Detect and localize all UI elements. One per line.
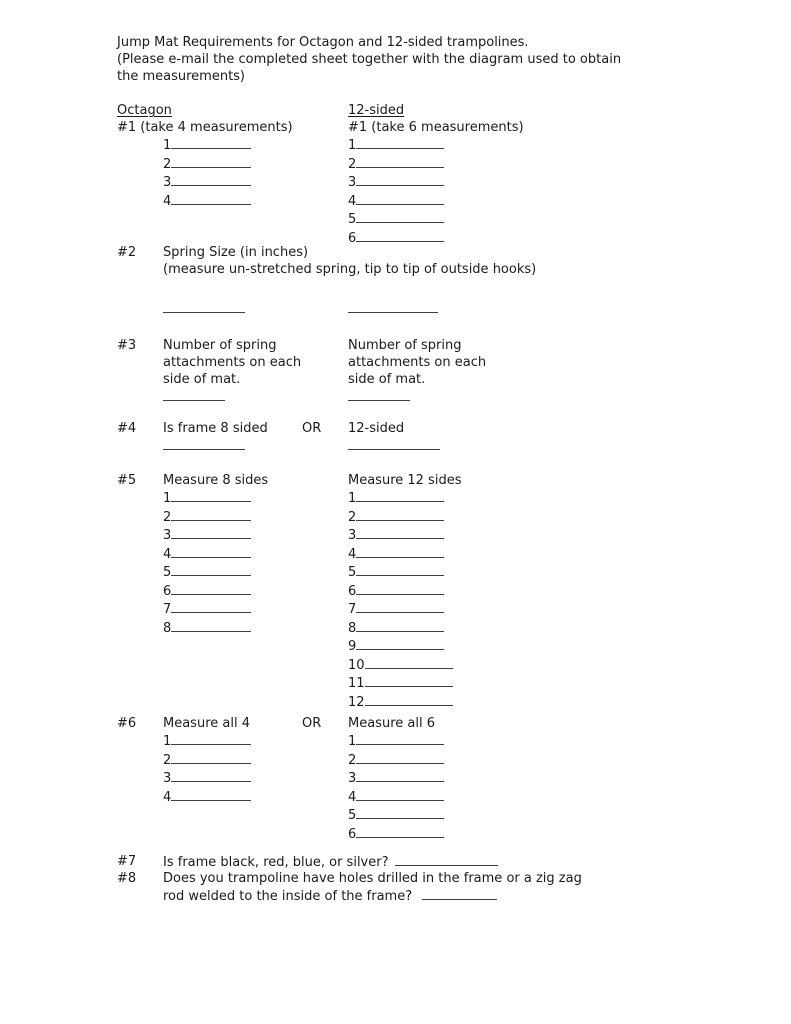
s5-labels-row bbox=[117, 472, 771, 489]
item-number: 7 bbox=[163, 602, 172, 617]
item-number: 9 bbox=[348, 639, 357, 654]
section-8 bbox=[117, 870, 771, 905]
section-6 bbox=[117, 715, 771, 843]
item-number: 4 bbox=[348, 546, 357, 562]
s7-question-line bbox=[163, 853, 771, 871]
s4-right-answer bbox=[348, 437, 771, 455]
item-number: 2 bbox=[163, 752, 172, 768]
measurement-blank-row bbox=[163, 769, 348, 788]
measurement-blank-row bbox=[348, 751, 771, 770]
blank-line bbox=[365, 656, 453, 669]
blank-line bbox=[356, 751, 444, 764]
measurement-blank-row bbox=[163, 788, 348, 807]
blank-line bbox=[171, 192, 251, 205]
measurement-blank-row bbox=[348, 508, 771, 527]
s4-blank-spacer bbox=[117, 437, 163, 455]
item-number: 4 bbox=[163, 789, 172, 805]
blank-line bbox=[171, 751, 251, 764]
item-number: 6 bbox=[163, 583, 172, 599]
s4-left-answer bbox=[163, 437, 302, 455]
column-headers-row bbox=[117, 102, 771, 119]
blank-line bbox=[356, 582, 444, 595]
measurement-blank-row bbox=[348, 656, 771, 675]
s8-number-spacer bbox=[117, 887, 163, 905]
measurement-blank-row bbox=[348, 674, 771, 693]
title-line-1: Jump Mat Requirements for Octagon and 12-sided trampolines. bbox=[117, 35, 529, 50]
blank-line bbox=[356, 788, 444, 801]
item-number: 5 bbox=[348, 212, 357, 227]
item-number: 7 bbox=[348, 602, 357, 617]
s6-right-label: Measure all 6 bbox=[348, 716, 435, 731]
measurement-blank-row bbox=[348, 582, 771, 601]
s5-left-blank-list bbox=[163, 489, 348, 711]
blank-line bbox=[356, 210, 444, 223]
s3-left-line-1: Number of spring bbox=[163, 338, 277, 353]
item-number: 3 bbox=[163, 175, 172, 190]
blank-line bbox=[171, 732, 251, 745]
s4-right-option: 12-sided bbox=[348, 421, 405, 436]
item-number: 6 bbox=[348, 583, 357, 599]
column-header-octagon: Octagon bbox=[117, 103, 172, 118]
s3-right-answer bbox=[348, 388, 771, 406]
blank-line bbox=[163, 388, 225, 401]
s3-right-line-2: attachments on each bbox=[348, 355, 487, 370]
measurement-blank-row bbox=[163, 155, 348, 174]
measurement-blank-row bbox=[163, 619, 348, 638]
measurement-blank-row bbox=[163, 563, 348, 582]
blank-line bbox=[163, 437, 245, 450]
s2-left-answer bbox=[163, 300, 348, 318]
s3-number: #3 bbox=[117, 338, 137, 353]
blank-line bbox=[356, 732, 444, 745]
s4-left-option: Is frame 8 sided bbox=[163, 421, 268, 436]
blank-line bbox=[356, 155, 444, 168]
s5-right-label: Measure 12 sides bbox=[348, 473, 462, 488]
item-number: 1 bbox=[348, 491, 357, 506]
s7-number: #7 bbox=[117, 854, 137, 869]
measurement-blank-row bbox=[348, 637, 771, 656]
blank-line bbox=[356, 136, 444, 149]
measurement-blank-row bbox=[348, 210, 771, 229]
section-3 bbox=[117, 337, 771, 406]
blank-line bbox=[356, 489, 444, 502]
s2-right-answer bbox=[348, 300, 771, 318]
title-line-2: (Please e-mail the completed sheet together with the diagram used to obtain bbox=[117, 52, 622, 67]
measurement-blank-row bbox=[163, 600, 348, 619]
s5-number: #5 bbox=[117, 473, 137, 488]
s6-blank-spacer bbox=[117, 732, 163, 843]
measurement-blank-row bbox=[348, 693, 771, 712]
item-number: 8 bbox=[348, 620, 357, 636]
item-number: 5 bbox=[348, 565, 357, 580]
blank-line bbox=[356, 508, 444, 521]
measurement-blank-row bbox=[348, 732, 771, 751]
s2-number: #2 bbox=[117, 245, 137, 260]
measurement-blank-row bbox=[348, 806, 771, 825]
measurement-blank-row bbox=[348, 155, 771, 174]
s3-left-text bbox=[163, 337, 348, 406]
measurement-blank-row bbox=[163, 489, 348, 508]
blank-line bbox=[171, 155, 251, 168]
blank-line bbox=[356, 806, 444, 819]
s6-blanks-row bbox=[117, 732, 771, 843]
blank-line bbox=[365, 693, 453, 706]
blank-line bbox=[163, 300, 245, 313]
measurement-blank-row bbox=[348, 769, 771, 788]
s2-number-spacer bbox=[117, 261, 163, 278]
item-number: 3 bbox=[163, 771, 172, 786]
item-number: 2 bbox=[163, 509, 172, 525]
item-number: 3 bbox=[348, 175, 357, 190]
item-number: 1 bbox=[348, 138, 357, 153]
item-number: 1 bbox=[163, 138, 172, 153]
s7-row bbox=[117, 853, 771, 871]
blank-line bbox=[348, 300, 438, 313]
blank-line bbox=[395, 853, 498, 866]
blank-line bbox=[356, 526, 444, 539]
s1-labels-row bbox=[117, 119, 771, 136]
s3-row bbox=[117, 337, 771, 406]
measurement-blank-row bbox=[348, 489, 771, 508]
item-number: 4 bbox=[163, 193, 172, 209]
section-1 bbox=[117, 102, 771, 247]
section-4 bbox=[117, 420, 771, 455]
s3-right-line-3: side of mat. bbox=[348, 372, 426, 387]
item-number: 3 bbox=[163, 528, 172, 543]
item-number: 5 bbox=[163, 565, 172, 580]
s4-options-row bbox=[117, 420, 771, 437]
blank-line bbox=[171, 600, 251, 613]
measurement-blank-row bbox=[163, 526, 348, 545]
s4-or-spacer bbox=[302, 437, 348, 455]
s3-left-answer bbox=[163, 388, 348, 406]
measurement-blank-row bbox=[348, 619, 771, 638]
item-number: 1 bbox=[163, 734, 172, 749]
item-number: 1 bbox=[348, 734, 357, 749]
measurement-blank-row bbox=[163, 732, 348, 751]
s5-blank-spacer bbox=[117, 489, 163, 711]
document-header bbox=[117, 34, 771, 85]
s5-right-blank-list bbox=[348, 489, 771, 711]
measurement-blank-row bbox=[163, 192, 348, 211]
s6-or-label: OR bbox=[302, 716, 322, 731]
measurement-blank-row bbox=[348, 173, 771, 192]
item-number: 6 bbox=[348, 230, 357, 246]
section-5 bbox=[117, 472, 771, 711]
blank-line bbox=[171, 563, 251, 576]
measurement-blank-row bbox=[163, 582, 348, 601]
item-number: 2 bbox=[348, 509, 357, 525]
item-number: 2 bbox=[348, 156, 357, 172]
s7-question: Is frame black, red, blue, or silver? bbox=[163, 855, 389, 870]
measurement-blank-row bbox=[348, 788, 771, 807]
blank-line bbox=[356, 173, 444, 186]
measurement-blank-row bbox=[163, 508, 348, 527]
blank-line bbox=[171, 526, 251, 539]
item-number: 11 bbox=[348, 676, 365, 691]
blank-line bbox=[356, 545, 444, 558]
item-number: 3 bbox=[348, 771, 357, 786]
blank-line bbox=[356, 600, 444, 613]
blank-line bbox=[356, 192, 444, 205]
item-number: 6 bbox=[348, 826, 357, 842]
item-number: 1 bbox=[163, 491, 172, 506]
s2-blanks-row bbox=[117, 300, 771, 318]
item-number: 4 bbox=[348, 193, 357, 209]
blank-line bbox=[356, 637, 444, 650]
blank-line bbox=[171, 136, 251, 149]
s1-right-label: #1 (take 6 measurements) bbox=[348, 120, 524, 135]
section-2 bbox=[117, 244, 771, 318]
blank-line bbox=[365, 674, 453, 687]
blank-line bbox=[171, 173, 251, 186]
measurement-blank-row bbox=[163, 751, 348, 770]
blank-line bbox=[171, 619, 251, 632]
item-number: 4 bbox=[163, 546, 172, 562]
s2-title: Spring Size (in inches) bbox=[163, 245, 309, 260]
blank-line bbox=[356, 619, 444, 632]
s3-right-text bbox=[348, 337, 771, 406]
item-number: 8 bbox=[163, 620, 172, 636]
measurement-blank-row bbox=[163, 545, 348, 564]
item-number: 10 bbox=[348, 657, 365, 673]
blank-line bbox=[422, 887, 497, 900]
blank-line bbox=[356, 825, 444, 838]
s1-blanks-row bbox=[117, 136, 771, 247]
s8-row-1 bbox=[117, 870, 771, 887]
s4-or-label: OR bbox=[302, 421, 322, 436]
s8-question-line-2-wrap bbox=[163, 887, 771, 905]
blank-line bbox=[171, 769, 251, 782]
s5-blanks-row bbox=[117, 489, 771, 711]
blank-line bbox=[171, 508, 251, 521]
blank-line bbox=[348, 437, 440, 450]
s3-left-line-3: side of mat. bbox=[163, 372, 241, 387]
s4-number: #4 bbox=[117, 421, 137, 436]
blank-line bbox=[356, 229, 444, 242]
s8-question-line-2: rod welded to the inside of the frame? bbox=[163, 889, 413, 904]
measurement-blank-row bbox=[348, 600, 771, 619]
measurement-blank-row bbox=[163, 136, 348, 155]
measurement-blank-row bbox=[348, 545, 771, 564]
s6-left-label: Measure all 4 bbox=[163, 716, 250, 731]
s1-left-blank-list bbox=[117, 136, 348, 247]
s3-right-line-1: Number of spring bbox=[348, 338, 462, 353]
measurement-blank-row bbox=[348, 136, 771, 155]
blank-line bbox=[171, 489, 251, 502]
s2-blank-spacer bbox=[117, 300, 163, 318]
measurement-blank-row bbox=[163, 173, 348, 192]
s8-row-2 bbox=[117, 887, 771, 905]
s6-labels-row bbox=[117, 715, 771, 732]
s3-left-line-2: attachments on each bbox=[163, 355, 302, 370]
s8-question-line-1: Does you trampoline have holes drilled in the frame or a zig zag bbox=[163, 871, 582, 886]
item-number: 3 bbox=[348, 528, 357, 543]
blank-line bbox=[356, 769, 444, 782]
title-line-3: the measurements) bbox=[117, 69, 246, 84]
s1-right-blank-list bbox=[348, 136, 771, 247]
blank-line bbox=[171, 545, 251, 558]
s2-title-row bbox=[117, 244, 771, 261]
blank-line bbox=[348, 388, 410, 401]
item-number: 2 bbox=[163, 156, 172, 172]
item-number: 4 bbox=[348, 789, 357, 805]
item-number: 12 bbox=[348, 694, 365, 710]
measurement-blank-row bbox=[348, 192, 771, 211]
measurement-blank-row bbox=[348, 526, 771, 545]
blank-line bbox=[356, 563, 444, 576]
measurement-blank-row bbox=[348, 563, 771, 582]
s2-note: (measure un-stretched spring, tip to tip of outside hooks) bbox=[163, 262, 537, 277]
s6-right-blank-list bbox=[348, 732, 771, 843]
column-header-12-sided: 12-sided bbox=[348, 103, 405, 118]
blank-line bbox=[171, 788, 251, 801]
item-number: 5 bbox=[348, 808, 357, 823]
s2-note-row bbox=[117, 261, 771, 278]
s4-blanks-row bbox=[117, 437, 771, 455]
item-number: 2 bbox=[348, 752, 357, 768]
s5-left-label: Measure 8 sides bbox=[163, 473, 269, 488]
s6-left-blank-list bbox=[163, 732, 348, 843]
s1-left-label: #1 (take 4 measurements) bbox=[117, 120, 293, 135]
s6-number: #6 bbox=[117, 716, 137, 731]
blank-line bbox=[171, 582, 251, 595]
section-7 bbox=[117, 853, 771, 871]
measurement-blank-row bbox=[348, 825, 771, 844]
s8-number: #8 bbox=[117, 871, 137, 886]
